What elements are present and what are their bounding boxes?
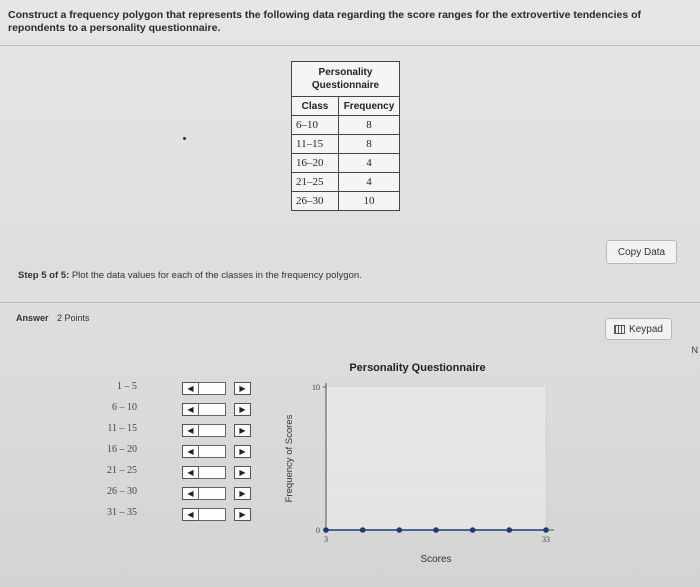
point-value-slot[interactable] [198,403,226,416]
table-cell-class: 6–10 [292,116,339,135]
table-cell-frequency: 10 [339,192,400,211]
copy-data-button[interactable]: Copy Data [606,240,677,264]
y-tick-label: 10 [312,383,320,392]
frequency-polygon-chart[interactable] [270,375,570,575]
move-right-icon[interactable]: ▶ [234,508,251,521]
x-tick-label: 33 [542,535,550,544]
point-value-slot[interactable] [198,382,226,395]
point-value-slot[interactable] [198,466,226,479]
table-cell-frequency: 8 [339,116,400,135]
move-left-icon[interactable]: ◀ [182,424,199,437]
chart-title: Personality Questionnaire [349,362,486,374]
table-cell-class: 11–15 [292,135,339,154]
keypad-button[interactable] [605,318,672,340]
data-point[interactable] [543,527,549,533]
table-header-class: Class [292,97,339,116]
edge-text: N [691,345,698,355]
stray-dot [183,137,186,140]
data-point[interactable] [360,527,366,533]
class-control-label: 16 – 20 [107,444,137,455]
keypad-icon [614,325,625,334]
divider [0,302,700,303]
point-value-slot[interactable] [198,487,226,500]
table-cell-class: 16–20 [292,154,339,173]
table-row [292,116,400,135]
move-right-icon[interactable]: ▶ [234,382,251,395]
class-control-label: 26 – 30 [107,486,137,497]
class-control-label: 31 – 35 [107,507,137,518]
move-right-icon[interactable]: ▶ [234,445,251,458]
data-point[interactable] [323,527,329,533]
move-left-icon[interactable]: ◀ [182,382,199,395]
step-label: Step 5 of 5: [18,270,70,281]
class-control-row [0,444,260,458]
y-axis-label: Frequency of Scores [284,414,295,503]
table-cell-class: 26–30 [292,192,339,211]
table-cell-class: 21–25 [292,173,339,192]
data-point[interactable] [507,527,513,533]
move-left-icon[interactable]: ◀ [182,403,199,416]
x-axis-label: Scores [420,554,452,565]
class-control-row [0,465,260,479]
table-title [292,62,400,97]
move-right-icon[interactable]: ▶ [234,424,251,437]
point-value-slot[interactable] [198,445,226,458]
move-left-icon[interactable]: ◀ [182,466,199,479]
step-instruction [18,270,362,281]
class-control-row [0,402,260,416]
class-control-label: 1 – 5 [117,381,137,392]
keypad-label: Keypad [629,323,663,335]
divider [0,45,700,46]
answer-header [16,313,90,323]
class-control-label: 6 – 10 [112,402,137,413]
table-title-line2: Questionnaire [311,80,380,91]
question-text: Construct a frequency polygon that represents the following data regarding the score ranges for the extrovertive tendencies of repondents to a personality questionnaire. [8,9,642,34]
table-row [292,192,400,211]
table-cell-frequency: 8 [339,135,400,154]
step-text: Plot the data values for each of the classes in the frequency polygon. [71,270,362,281]
move-left-icon[interactable]: ◀ [182,445,199,458]
class-control-row [0,381,260,395]
class-control-row [0,486,260,500]
point-value-slot[interactable] [198,424,226,437]
table-row [292,135,400,154]
point-value-slot[interactable] [198,508,226,521]
table-header-frequency: Frequency [339,97,400,116]
answer-points: 2 Points [57,313,90,323]
table-cell-frequency: 4 [339,173,400,192]
class-control-row [0,423,260,437]
x-tick-label: 3 [324,535,328,544]
table-row [292,173,400,192]
class-control-label: 21 – 25 [107,465,137,476]
move-left-icon[interactable]: ◀ [182,487,199,500]
table-row [292,154,400,173]
y-tick-label: 0 [316,526,320,535]
class-control-label: 11 – 15 [107,423,137,434]
data-point[interactable] [433,527,439,533]
data-point[interactable] [397,527,403,533]
class-control-row [0,507,260,521]
answer-label: Answer [16,313,49,323]
data-table [291,61,400,211]
move-right-icon[interactable]: ▶ [234,403,251,416]
table-cell-frequency: 4 [339,154,400,173]
data-point[interactable] [470,527,476,533]
table-title-line1: Personality [318,67,373,78]
move-right-icon[interactable]: ▶ [234,487,251,500]
move-right-icon[interactable]: ▶ [234,466,251,479]
move-left-icon[interactable]: ◀ [182,508,199,521]
